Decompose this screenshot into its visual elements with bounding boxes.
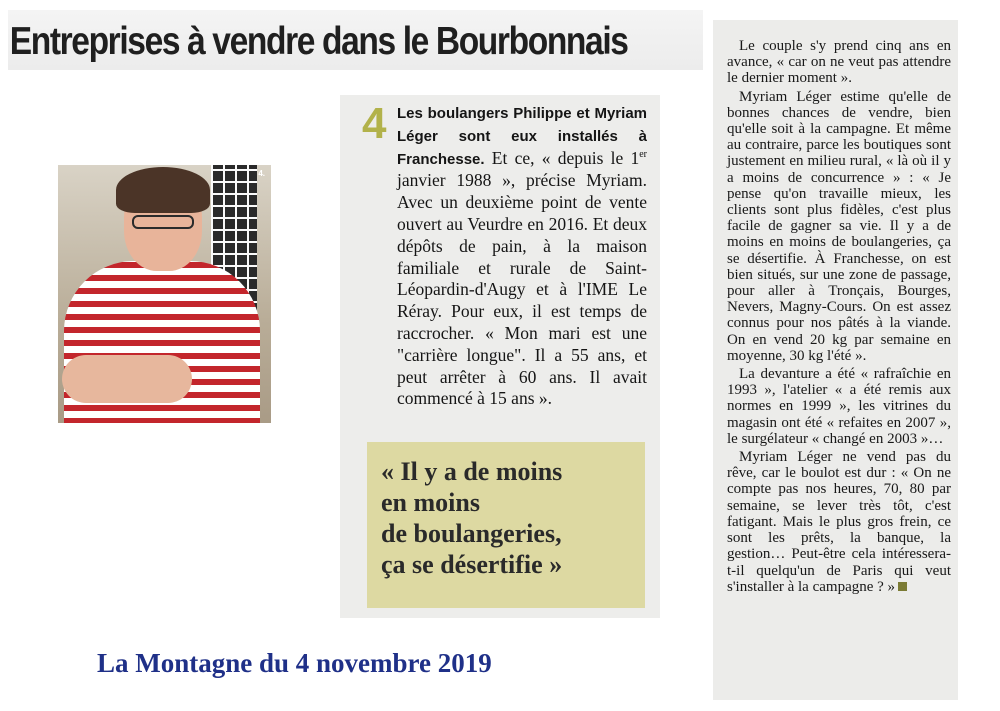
right-paragraph-1: Le couple s'y prend cinq ans en avance, « car on ne veut pas attendre le dernier moment ». (727, 38, 951, 87)
article-block (340, 95, 660, 618)
quote-line-3: de boulangeries, (381, 519, 562, 548)
quote-line-4: ça se désertifie » (381, 550, 563, 579)
right-paragraph-3: La devanture a été « rafraîchie en 1993 », l'atelier « a été remis aux normes en 1999 », les vitrines du magasin ont été « refaites en 2007 », le surgélateur « changé en 2003 »… (727, 366, 951, 447)
arm (62, 355, 192, 403)
end-mark-icon (898, 582, 907, 591)
portrait-photo (58, 165, 271, 423)
glasses (132, 215, 194, 229)
right-paragraph-2: Myriam Léger estime qu'elle de bonnes chances de vendre, bien qu'elle soit à la campagne. Et même au contraire, parce les boutiques sont justement en milieu rural, « là où il y a moins de concurrence » : « Je pense qu'on travaille mieux, les clients sont plus fidèles, c'est plus facile de gagner sa vie. Il y a de moins en moins de boulangeries, ça se désertifie. À Franchesse, on est bien situés, sur une zone de passage, pour aller à Tronçais, Bourges, Nevers, Magny-Cours. On est assez connus pour nos pâtés à la viande. On en vend 20 kg par semaine en moyenne, 30 kg l'été ». (727, 88, 951, 364)
quote-line-2: en moins (381, 488, 480, 517)
pull-quote (367, 442, 645, 608)
headline: Entreprises à vendre dans le Bourbonnais (9, 20, 628, 63)
right-paragraph-4: Myriam Léger ne vend pas du rêve, car le boulot est dur : « On ne compte pas nos heures, 70, 80 par semaine, se lever très tôt, c'est fatigant. Mais le plus gros frein, ce sont les prêts, la banque, la gestion… Peut-être cela intéressera-t-il quelqu'un de Paris qui veut s'installer à la campagne ? » (727, 449, 951, 595)
article-text-1: Et ce, « depuis le 1 (491, 147, 640, 168)
article-text-2: janvier 1988 », précise Myriam. Avec un deuxième point de vente ouvert au Veurdre en 2016. Et deux dépôts de pain, à la maison familiale et rurale de Saint-Léopardin-d'Augy et à l'IME Le Réray. Pour eux, il est temps de raccrocher. « Mon mari est une "carrière longue". Il a 55 ans, et peut arrêter à 60 ans. Il avait commencé à 15 ans ». (397, 170, 647, 409)
article-body (397, 102, 647, 410)
quote-line-1: « Il y a de moins (381, 457, 563, 486)
hair (116, 167, 210, 213)
right-column (713, 20, 958, 700)
source-caption: La Montagne du 4 novembre 2019 (97, 648, 492, 678)
article-lead: Les boulangers Philippe et Myriam Léger sont eux installés à Franchesse. (397, 105, 647, 168)
headline-banner (8, 10, 703, 70)
article-number: 4 (362, 99, 387, 148)
article-sup: er (639, 148, 648, 160)
photo-tag: 4. (258, 169, 265, 178)
